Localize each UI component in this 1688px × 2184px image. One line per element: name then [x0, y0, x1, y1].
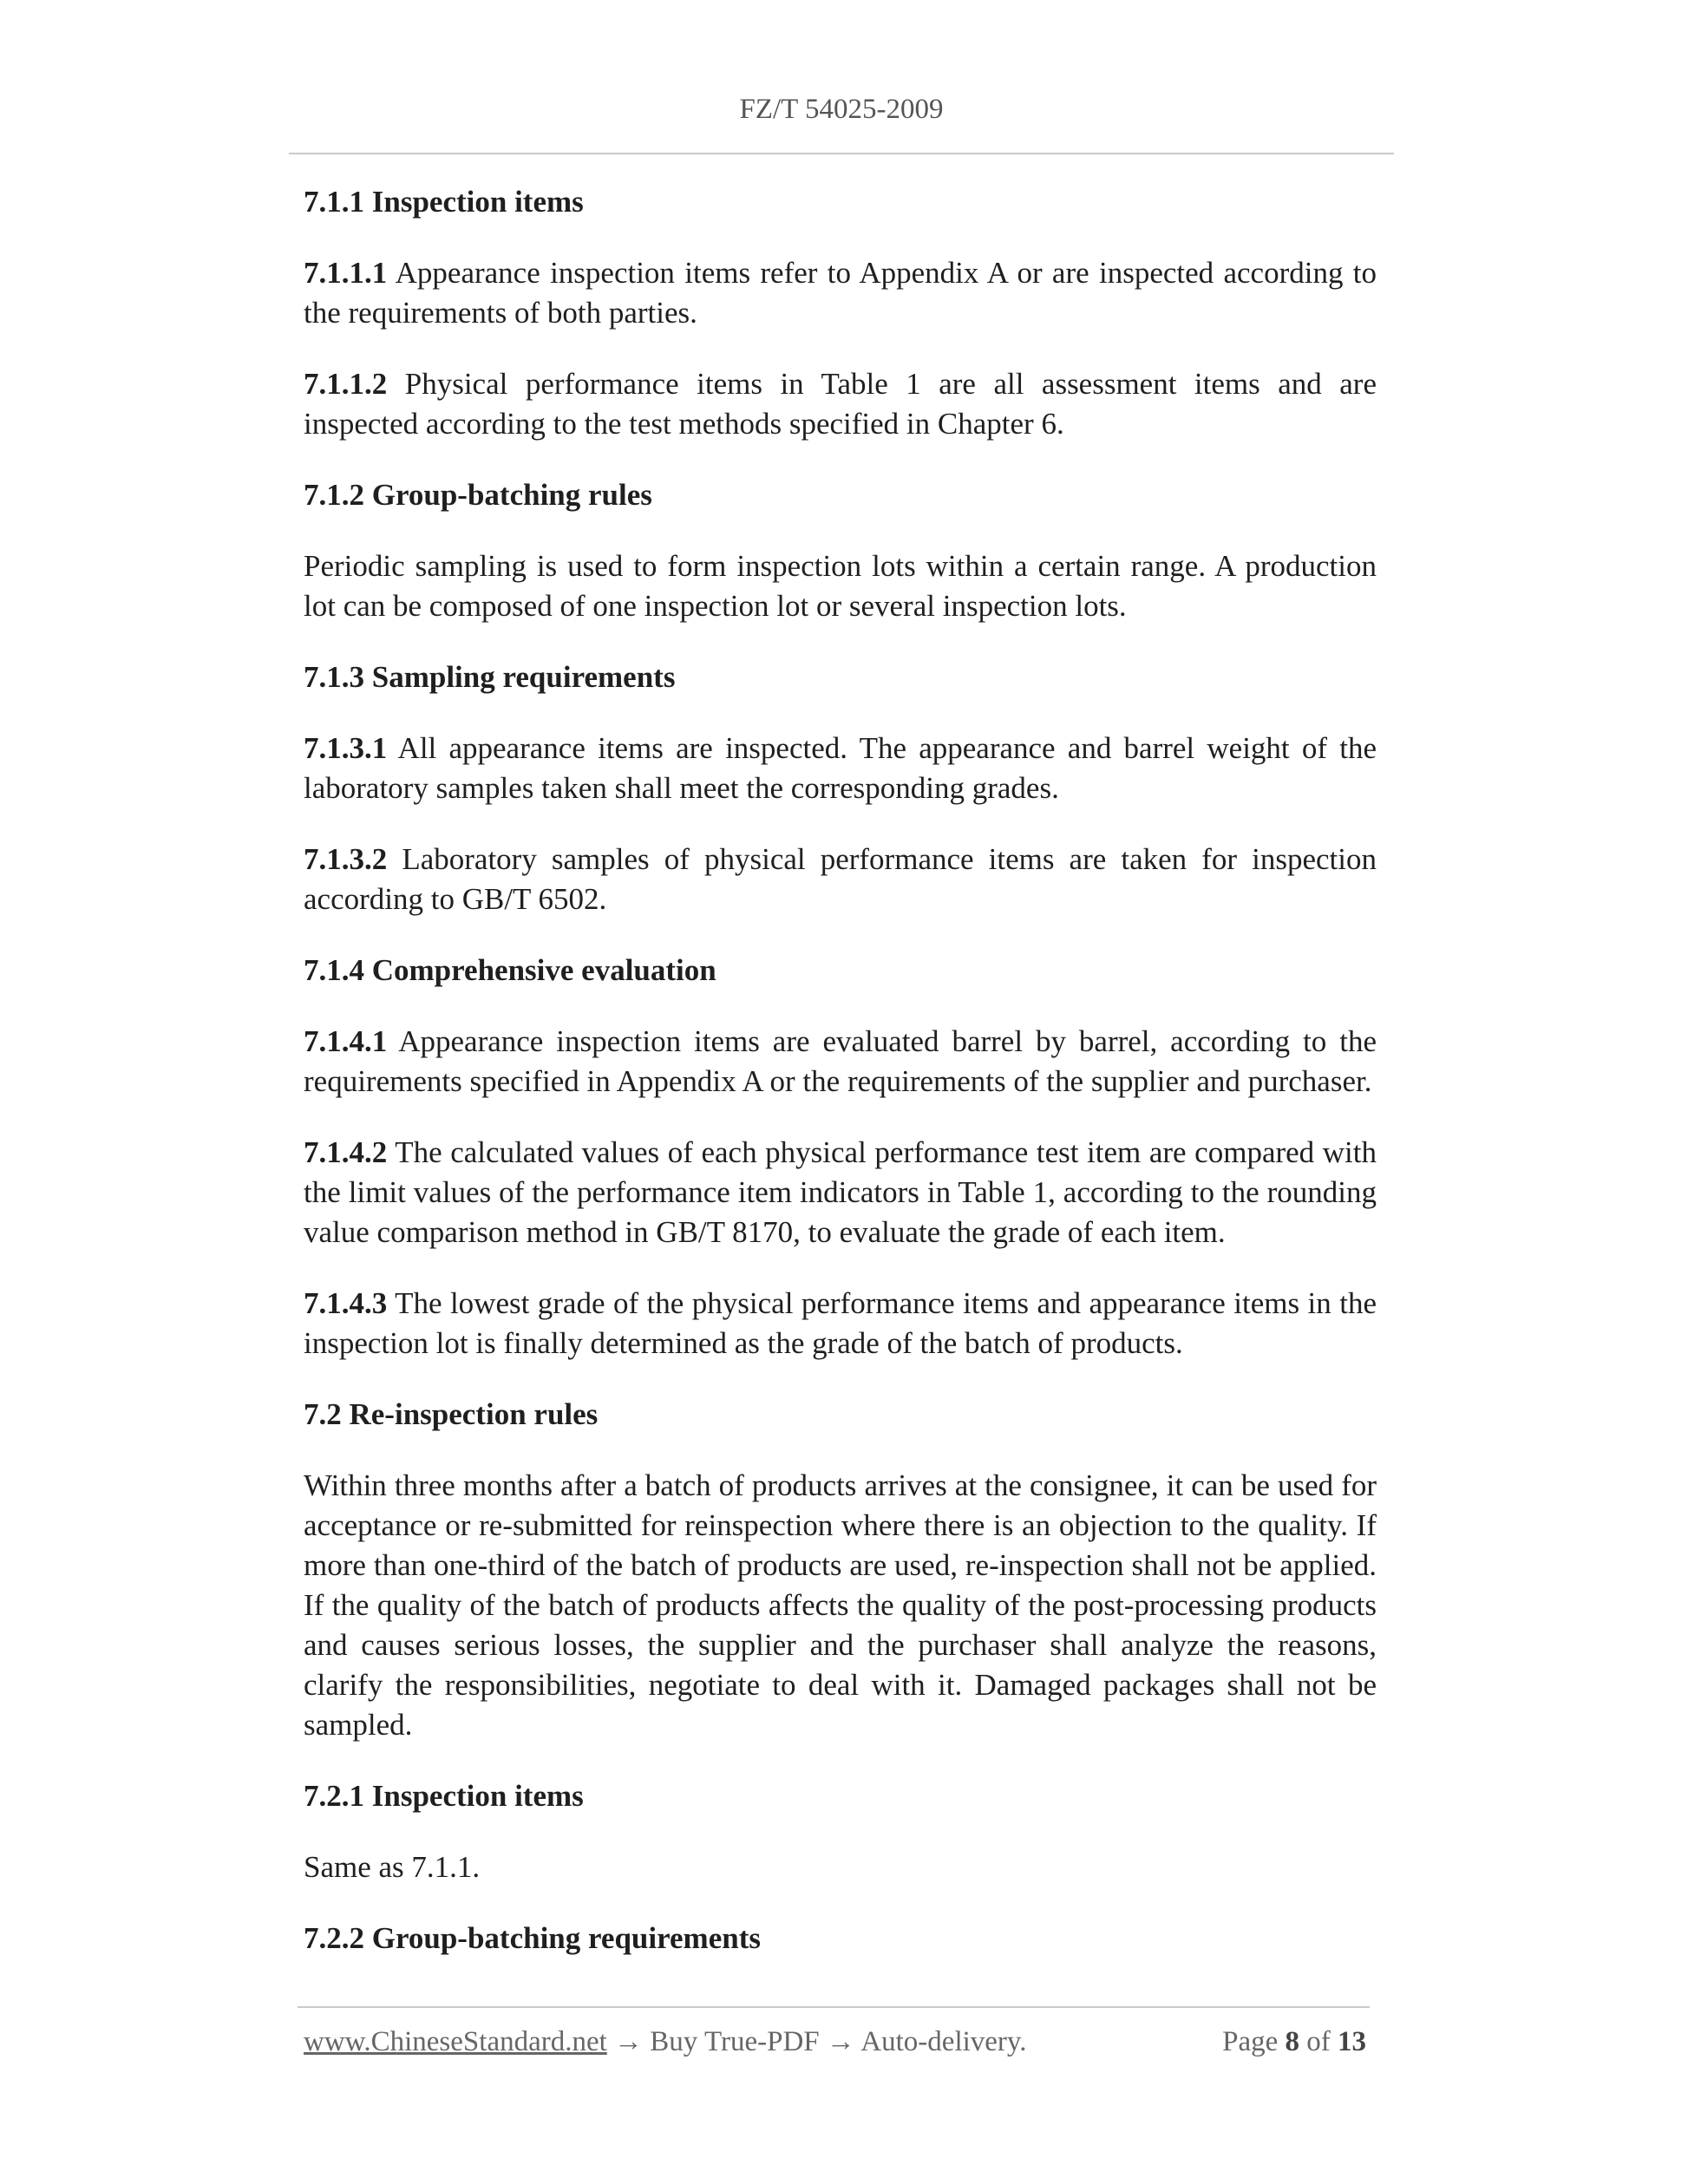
- paragraph: [304, 840, 1377, 919]
- section-heading: 7.1.4 Comprehensive evaluation: [304, 953, 716, 987]
- clause-number: 7.1.1.1: [304, 256, 388, 290]
- paragraph: [304, 364, 1377, 444]
- clause-number: 7.1.3.2: [304, 842, 388, 876]
- page-label: Page: [1222, 2026, 1279, 2057]
- paragraph: [304, 1284, 1377, 1363]
- clause-text: The lowest grade of the physical performance items and appearance items in the inspection lot is finally determined as the grade of the batch of products.: [304, 1286, 1377, 1360]
- footer-promo-text: → Buy True-PDF → Auto-delivery.: [606, 2026, 1027, 2057]
- clause-number: 7.1.1.2: [304, 367, 388, 401]
- section-heading: 7.1.2 Group-batching rules: [304, 478, 652, 512]
- clause-text: Physical performance items in Table 1 are all assessment items and are inspected according to the test methods specified in Chapter 6.: [304, 367, 1377, 441]
- page-current: 8: [1285, 2026, 1299, 2057]
- page-indicator: [1222, 2026, 1366, 2058]
- clause-text: Within three months after a batch of products arrives at the consignee, it can be used for acceptance or re-submitted for reinspection where there is an objection to the quality. If more than one-third of the batch of products are used, re-inspection shall not be applied. If the quality of the batch of products affects the quality of the post-processing products and causes serious losses, the supplier and the purchaser shall analyze the reasons, clarify the responsibilities, negotiate to deal with it. Damaged packages shall not be sampled.: [304, 1468, 1377, 1742]
- clause-text: The calculated values of each physical performance test item are compared with the limit values of the performance item indicators in Table 1, according to the rounding value comparison method in GB/T 8170, to evaluate the grade of each item.: [304, 1135, 1377, 1249]
- clause-text: Same as 7.1.1.: [304, 1850, 481, 1884]
- page-of-label: of: [1306, 2026, 1331, 2057]
- paragraph: [304, 546, 1377, 626]
- paragraph: [304, 1466, 1377, 1745]
- clause-text: Appearance inspection items are evaluated barrel by barrel, according to the requirements specified in Appendix A or the requirements of the supplier and purchaser.: [304, 1024, 1377, 1098]
- page-header-code: FZ/T 54025-2009: [739, 94, 944, 125]
- clause-text: Appearance inspection items refer to Appendix A or are inspected according to the requirements of both parties.: [304, 256, 1377, 330]
- clause-number: 7.1.4.1: [304, 1024, 388, 1058]
- paragraph: [304, 1133, 1377, 1252]
- section-heading: 7.1.3 Sampling requirements: [304, 660, 676, 694]
- clause-text: Laboratory samples of physical performance items are taken for inspection according to GB/T 6502.: [304, 842, 1377, 916]
- section-heading: 7.2.2 Group-batching requirements: [304, 1921, 761, 1955]
- website-link[interactable]: www.ChineseStandard.net: [304, 2026, 607, 2057]
- section-heading: 7.2.1 Inspection items: [304, 1779, 584, 1813]
- clause-number: 7.1.4.2: [304, 1135, 388, 1169]
- paragraph: [304, 1847, 1377, 1887]
- section-heading: 7.2 Re-inspection rules: [304, 1397, 599, 1431]
- clause-number: 7.1.3.1: [304, 731, 388, 765]
- document-body: [304, 182, 1377, 1990]
- paragraph: [304, 253, 1377, 333]
- footer-promo: [304, 2026, 1027, 2058]
- clause-text: All appearance items are inspected. The appearance and barrel weight of the laboratory samples taken shall meet the corresponding grades.: [304, 731, 1377, 805]
- clause-number: 7.1.4.3: [304, 1286, 388, 1320]
- page-total: 13: [1338, 2026, 1366, 2057]
- section-heading: 7.1.1 Inspection items: [304, 185, 584, 219]
- paragraph: [304, 1022, 1377, 1102]
- clause-text: Periodic sampling is used to form inspection lots within a certain range. A production lot can be composed of one inspection lot or several inspection lots.: [304, 549, 1377, 623]
- paragraph: [304, 729, 1377, 808]
- header-divider: [289, 153, 1394, 154]
- footer-divider: [298, 2006, 1370, 2008]
